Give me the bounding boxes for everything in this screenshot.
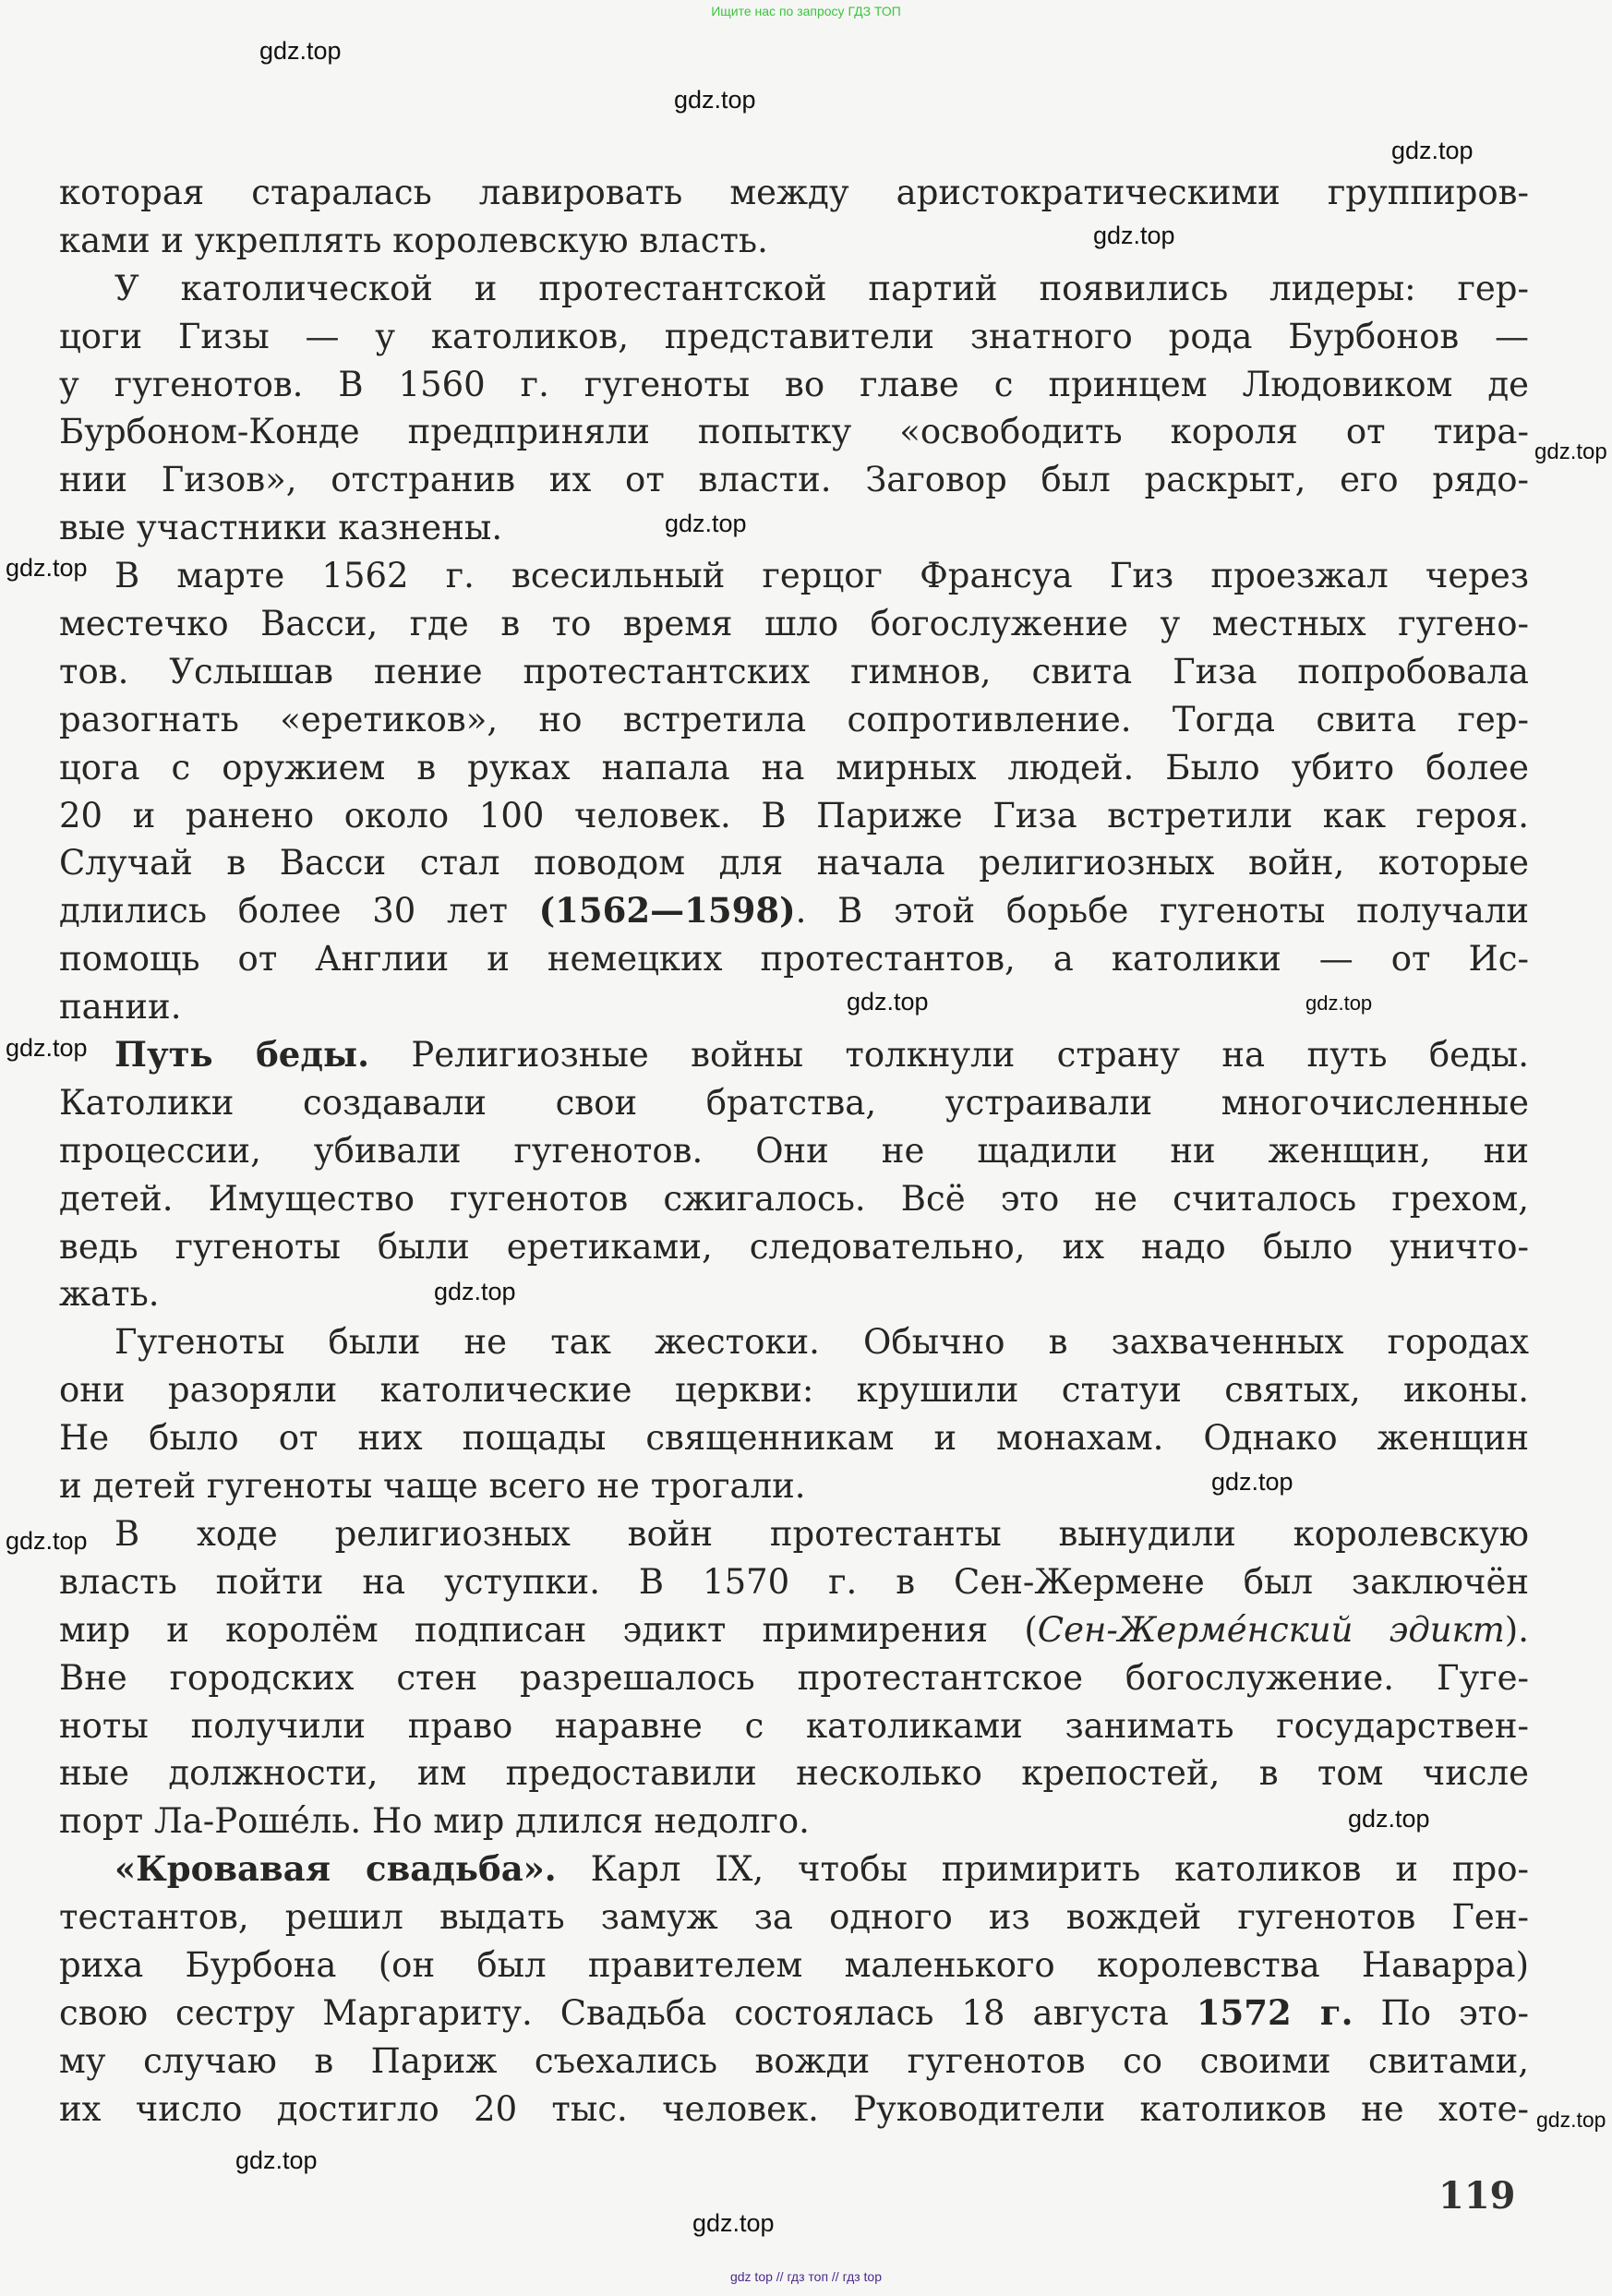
text-line: [59, 504, 1529, 552]
text-line: [59, 2038, 1529, 2086]
text-line: [59, 1749, 1529, 1797]
text-run: му случаю в Париж съехались вожди гугенотов со своими свитами,: [59, 2040, 1529, 2081]
text-line: [59, 744, 1529, 792]
watermark: gdz.top: [1093, 222, 1175, 249]
text-line: [59, 1845, 1529, 1893]
watermark: gdz.top: [692, 2209, 775, 2237]
text-run: жать.: [59, 1274, 160, 1315]
bold-text: (1562—1598): [538, 890, 796, 932]
footer-banner: gdz top // гдз топ // гдз top: [729, 2269, 883, 2284]
text-run: ведь гугеноты были еретиками, следовательно, их надо было уничто-: [59, 1226, 1529, 1267]
text-run: порт Ла-Роше́ль. Но мир длился недолго.: [59, 1801, 810, 1842]
text-line: [59, 1558, 1529, 1606]
text-line: [59, 1270, 1529, 1318]
text-run: Гугеноты были не так жестоки. Обычно в захваченных городах: [114, 1322, 1529, 1363]
text-line: [59, 1702, 1529, 1750]
text-run: нии Гизов», отстранив их от власти. Заговор был раскрыт, его рядо-: [59, 460, 1529, 500]
text-line: [59, 456, 1529, 504]
text-line: [59, 1318, 1529, 1366]
text-run: тестантов, решил выдать замуж за одного из вождей гугенотов Ген-: [59, 1897, 1529, 1938]
text-run: детей. Имущество гугенотов сжигалось. Всё это не считалось грехом,: [59, 1178, 1529, 1219]
bold-text: «Кровавая свадьба».: [114, 1848, 557, 1890]
header-banner: Ищите нас по запросу ГДЗ ТОП: [711, 4, 901, 18]
text-line: [59, 935, 1529, 983]
watermark: gdz.top: [1305, 992, 1373, 1015]
text-line: [59, 2086, 1529, 2134]
watermark: gdz.top: [1348, 1805, 1430, 1833]
watermark: gdz.top: [665, 510, 747, 537]
watermark: gdz.top: [674, 86, 756, 114]
watermark: gdz.top: [1211, 1468, 1293, 1496]
text-run: мир и королём подписан эдикт примирения (: [59, 1609, 1038, 1650]
bold-text: Путь беды.: [114, 1034, 369, 1076]
text-line: [59, 408, 1529, 456]
text-run: они разоряли католические церкви: крушили статуи святых, иконы.: [59, 1370, 1529, 1411]
watermark: gdz.top: [434, 1278, 516, 1305]
text-line: [59, 1893, 1529, 1941]
text-run: процессии, убивали гугенотов. Они не щадили ни женщин, ни: [59, 1130, 1529, 1171]
text-line: [59, 1654, 1529, 1702]
text-run: По это-: [1353, 1992, 1529, 2033]
text-line: [59, 265, 1529, 313]
text-run: вые участники казнены.: [59, 508, 503, 548]
text-run: власть пойти на уступки. В 1570 г. в Сен-Жермене был заключён: [59, 1561, 1529, 1602]
text-run: которая старалась лавировать между аристократическими группиров-: [59, 173, 1529, 212]
watermark: gdz.top: [1536, 2108, 1606, 2132]
text-run: цоги Гизы — у католиков, представители знатного рода Бурбонов —: [59, 316, 1529, 356]
page-text: [59, 169, 1529, 2134]
text-line: [59, 1941, 1529, 1989]
text-run: Случай в Васси стал поводом для начала религиозных войн, которые: [59, 843, 1529, 884]
text-run: Вне городских стен разрешалось протестантское богослужение. Гуге-: [59, 1657, 1529, 1698]
text-run: Карл IX, чтобы примирить католиков и про-: [556, 1849, 1529, 1890]
text-run: у гугенотов. В 1560 г. гугеноты во главе с принцем Людовиком де: [59, 364, 1529, 404]
text-line: [59, 1175, 1529, 1223]
text-line: [59, 1366, 1529, 1414]
text-run: разогнать «еретиков», но встретила сопротивление. Тогда свита гер-: [59, 699, 1529, 739]
text-run: . В этой борьбе гугеноты получали: [795, 891, 1529, 932]
text-run: цога с оружием в руках напала на мирных людей. Было убито более: [59, 747, 1529, 787]
watermark: gdz.top: [6, 1527, 88, 1555]
text-run: их число достигло 20 тыс. человек. Руководители католиков не хоте-: [59, 2088, 1529, 2129]
text-run: и детей гугеноты чаще всего не трогали.: [59, 1466, 806, 1507]
text-line: [59, 1223, 1529, 1271]
text-line: [59, 1606, 1529, 1654]
text-run: Католики создавали свои братства, устраивали многочисленные: [59, 1082, 1529, 1123]
text-line: [59, 887, 1529, 935]
italic-text: Сен-Жерме́нский эдикт: [1037, 1609, 1505, 1650]
text-line: [59, 648, 1529, 696]
text-line: [59, 313, 1529, 361]
text-run: местечко Васси, где в то время шло богослужение у местных гугено-: [59, 604, 1529, 644]
text-line: [59, 1510, 1529, 1558]
text-line: [59, 600, 1529, 648]
text-line: [59, 1414, 1529, 1462]
watermark: gdz.top: [1534, 439, 1607, 464]
text-line: [59, 792, 1529, 840]
watermark: gdz.top: [1391, 137, 1474, 164]
text-line: [59, 1797, 1529, 1845]
text-line: [59, 361, 1529, 409]
text-run: 20 и ранено около 100 человек. В Париже Гиза встретили как героя.: [59, 795, 1529, 835]
text-run: ноты получили право наравне с католиками занимать государствен-: [59, 1705, 1529, 1746]
text-run: пании.: [59, 987, 182, 1028]
text-run: У католической и протестантской партий появились лидеры: гер-: [114, 268, 1529, 308]
text-run: длились более 30 лет: [59, 891, 539, 932]
text-run: ками и укреплять королевскую власть.: [59, 220, 768, 260]
bold-text: 1572 г.: [1196, 1991, 1353, 2033]
text-run: Религиозные войны толкнули страну на путь беды.: [368, 1035, 1529, 1076]
text-run: ные должности, им предоставили несколько крепостей, в том числе: [59, 1753, 1529, 1794]
watermark: gdz.top: [259, 37, 342, 65]
text-line: [59, 1079, 1529, 1127]
text-line: [59, 839, 1529, 887]
text-run: Бурбоном-Конде предприняли попытку «освободить короля от тира-: [59, 412, 1529, 452]
text-run: помощь от Англии и немецких протестантов, а католики — от Ис-: [59, 939, 1529, 980]
watermark: gdz.top: [6, 1034, 88, 1062]
text-line: [59, 1989, 1529, 2038]
text-run: Не было от них пощады священникам и монахам. Однако женщин: [59, 1418, 1529, 1459]
watermark: gdz.top: [847, 988, 929, 1016]
page-number: 119: [1438, 2174, 1516, 2218]
text-line: [59, 217, 1529, 265]
text-run: В марте 1562 г. всесильный герцог Франсуа Гиз проезжал через: [114, 556, 1529, 596]
watermark: gdz.top: [235, 2146, 318, 2174]
text-line: [59, 1127, 1529, 1175]
text-line: [59, 696, 1529, 744]
text-line: [59, 552, 1529, 600]
text-run: ).: [1504, 1609, 1529, 1650]
text-line: [59, 169, 1529, 217]
text-line: [59, 1462, 1529, 1510]
text-run: свою сестру Маргариту. Свадьба состоялась 18 августа: [59, 1992, 1197, 2033]
text-run: тов. Услышав пение протестантских гимнов, свита Гиза попробовала: [59, 651, 1529, 691]
text-run: В ходе религиозных войн протестанты вынудили королевскую: [114, 1513, 1529, 1554]
watermark: gdz.top: [6, 554, 88, 582]
text-run: риха Бурбона (он был правителем маленького королевства Наварра): [59, 1944, 1529, 1985]
text-line: [59, 1031, 1529, 1079]
